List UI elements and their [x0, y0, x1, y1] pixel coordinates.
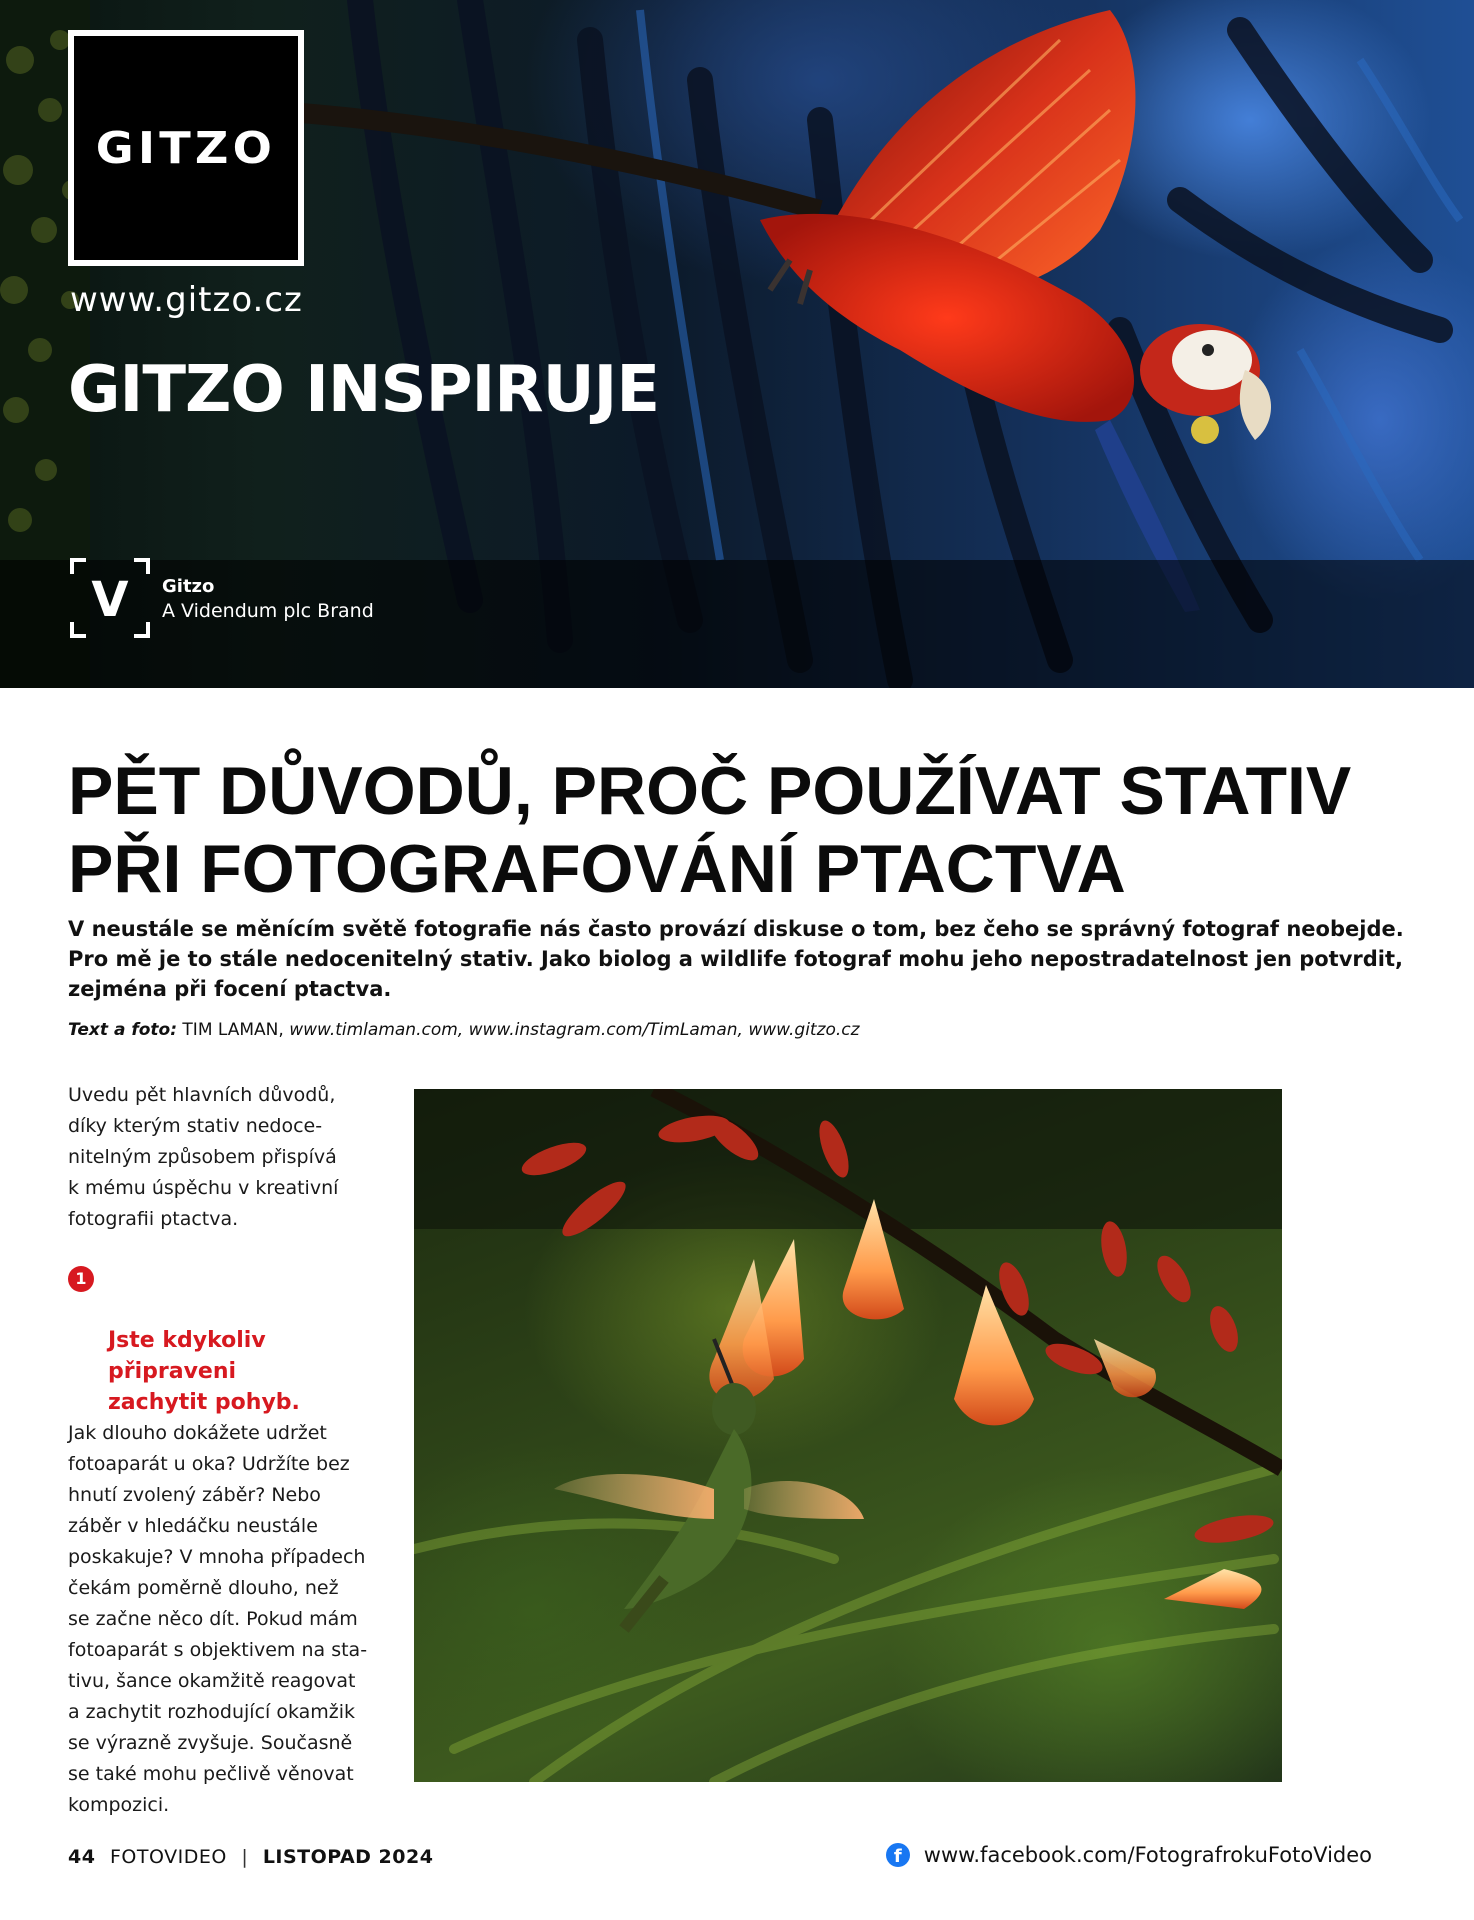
brand-subtitle: A Videndum plc Brand	[162, 600, 374, 622]
hero-title: GITZO INSPIRUJE	[68, 353, 660, 427]
article-headline	[68, 752, 1408, 908]
gitzo-logo	[68, 30, 304, 266]
headline-line-1: PĚT DŮVODŮ, PROČ POUŽÍVAT STATIV	[68, 753, 1352, 829]
facebook-icon: f	[886, 1843, 910, 1867]
facebook-link[interactable]	[886, 1843, 1372, 1867]
section-1-title: Jste kdykoliv připraveni zachytit pohyb.	[108, 1328, 300, 1415]
credit-label: Text a foto:	[68, 1020, 178, 1040]
section-number-badge: 1	[68, 1266, 94, 1292]
brand-name: Gitzo	[162, 576, 215, 597]
videndum-v-icon	[70, 558, 150, 638]
footer-separator: |	[241, 1846, 249, 1868]
issue-date: LISTOPAD 2024	[262, 1846, 434, 1868]
article-credit	[68, 1020, 1408, 1040]
credit-links[interactable]: www.timlaman.com, www.instagram.com/TimLaman, www.gitzo.cz	[289, 1020, 860, 1040]
page-number: 44	[68, 1846, 96, 1868]
section-1-heading	[68, 1263, 368, 1418]
headline-line-2: PŘI FOTOGRAFOVÁNÍ PTACTVA	[68, 831, 1126, 907]
magazine-name: FOTOVIDEO	[110, 1846, 227, 1868]
website-url[interactable]: www.gitzo.cz	[70, 280, 303, 320]
intro-paragraph: Uvedu pět hlavních důvodů, díky kterým stativ nedoce- nitelným způsobem přispívá k mému úspěchu v kreativní fotografii ptactva.	[68, 1084, 339, 1230]
gitzo-logo-text: GITZO	[95, 122, 277, 174]
brand-mark-letter: V	[91, 572, 129, 628]
hummingbird-photo	[414, 1089, 1282, 1782]
page-footer-left	[68, 1846, 433, 1868]
facebook-url[interactable]: www.facebook.com/FotografrokuFotoVideo	[923, 1843, 1372, 1867]
credit-author: TIM LAMAN,	[177, 1020, 290, 1040]
article-body-column	[68, 1080, 368, 1821]
section-1-body: Jak dlouho dokážete udržet fotoaparát u oka? Udržíte bez hnutí zvolený záběr? Nebo záběr v hledáčku neustále poskakuje? V mnoha případech čekám poměrně dlouho, než se začne něco dít. Pokud mám fotoaparát s objektivem na sta- tivu, šance okamžitě reagovat a zachytit rozhodující okamžik se výrazně zvyšuje. Současně se také mohu pečlivě věnovat kompozici.	[68, 1422, 368, 1816]
article-lead: V neustále se měnícím světě fotografie nás často provází diskuse o tom, bez čeho se správný fotograf neobejde. Pro mě je to stále nedocenitelný stativ. Jako biolog a wildlife fotograf mohu jeho nepostradatelnost jen potvrdit, zejména při focení ptactva.	[68, 917, 1404, 1001]
hummingbird-scene-image	[414, 1089, 1282, 1782]
hero-banner	[0, 0, 1474, 688]
